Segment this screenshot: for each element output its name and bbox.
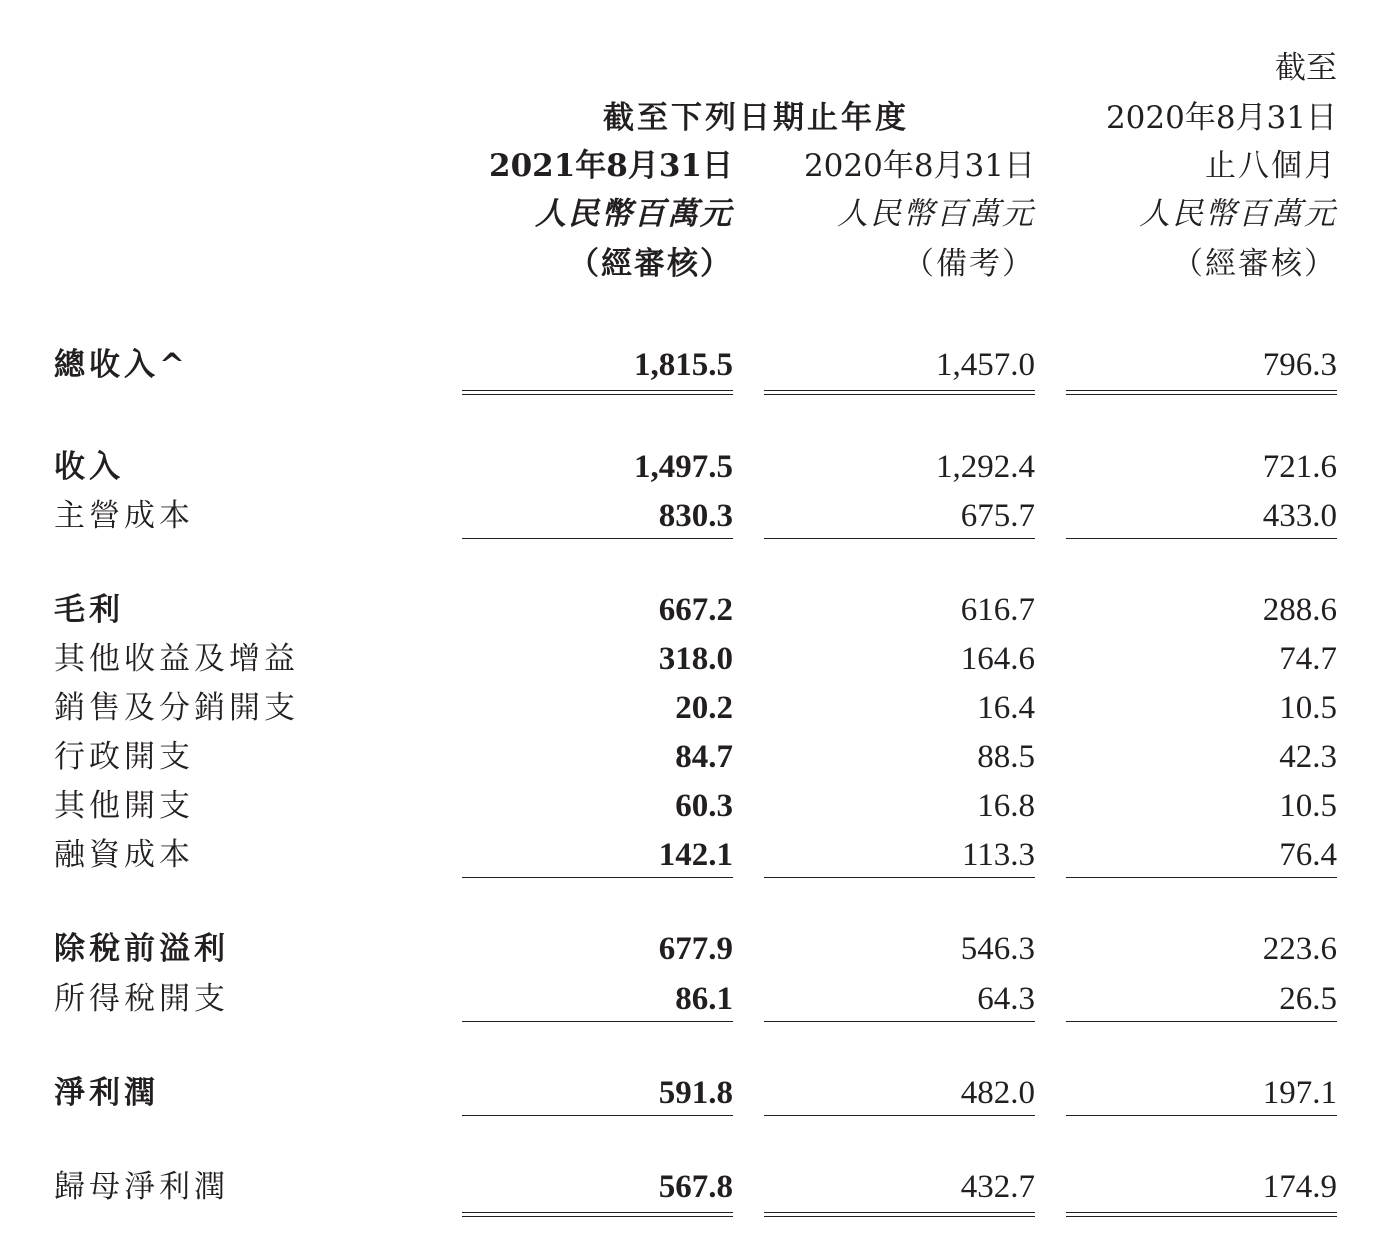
row-gross-profit-8m: 288.6 (1262, 592, 1337, 628)
col3-header-note: （經審核） (1172, 246, 1337, 282)
row-label-selling-expenses: 銷售及分銷開支 (54, 690, 299, 726)
row-label-finance-costs: 融資成本 (54, 837, 194, 873)
row-label-other-income: 其他收益及增益 (54, 641, 299, 677)
row-admin-expenses-8m: 42.3 (1279, 739, 1337, 775)
row-total-revenue-2021: 1,815.5 (634, 347, 733, 383)
row-label-income-tax: 所得稅開支 (54, 981, 229, 1017)
row-finance-costs-8m: 76.4 (1279, 837, 1337, 873)
row-revenue-2020: 1,292.4 (936, 449, 1035, 485)
row-net-profit-attributable-2021: 567.8 (658, 1169, 733, 1205)
double-rule-total-revenue-col2 (764, 390, 1035, 395)
col1-header-unit: 人民幣百萬元 (535, 196, 733, 232)
row-net-profit-attributable-2020: 432.7 (960, 1169, 1035, 1205)
col2-header-date: 2020年8月31日 (803, 148, 1035, 184)
row-finance-costs-2021: 142.1 (658, 837, 733, 873)
double-rule-total-revenue-col1 (462, 390, 733, 395)
rule-net-profit-col2 (764, 1115, 1035, 1116)
double-rule-total-revenue-col3 (1066, 390, 1337, 395)
row-income-tax-2021: 86.1 (675, 981, 733, 1017)
row-selling-expenses-2021: 20.2 (675, 690, 733, 726)
row-cost-of-sales-8m: 433.0 (1262, 498, 1337, 534)
row-label-profit-before-tax: 除稅前溢利 (54, 931, 229, 967)
row-label-cost-of-sales: 主營成本 (54, 498, 194, 534)
row-other-income-2021: 318.0 (658, 641, 733, 677)
row-other-income-8m: 74.7 (1279, 641, 1337, 677)
row-income-tax-2020: 64.3 (977, 981, 1035, 1017)
row-admin-expenses-2020: 88.5 (977, 739, 1035, 775)
row-net-profit-attributable-8m: 174.9 (1262, 1169, 1337, 1205)
col3-header-date: 2020年8月31日 (1105, 100, 1337, 136)
rule-net-profit-col1 (462, 1115, 733, 1116)
row-revenue-8m: 721.6 (1262, 449, 1337, 485)
rule-income-tax-col3 (1066, 1021, 1337, 1022)
rule-net-profit-col3 (1066, 1115, 1337, 1116)
row-cost-of-sales-2021: 830.3 (658, 498, 733, 534)
row-other-expenses-2020: 16.8 (977, 788, 1035, 824)
col2-header-note: （備考） (903, 246, 1035, 282)
row-net-profit-8m: 197.1 (1262, 1075, 1337, 1111)
col3-header-top: 截至 (1275, 50, 1337, 86)
rule-finance-costs-col1 (462, 877, 733, 878)
row-gross-profit-2020: 616.7 (960, 592, 1035, 628)
row-other-expenses-8m: 10.5 (1279, 788, 1337, 824)
row-label-gross-profit: 毛利 (54, 592, 124, 628)
group-header-title: 截至下列日期止年度 (603, 100, 909, 136)
row-gross-profit-2021: 667.2 (658, 592, 733, 628)
rule-finance-costs-col3 (1066, 877, 1337, 878)
row-admin-expenses-2021: 84.7 (675, 739, 733, 775)
rule-income-tax-col2 (764, 1021, 1035, 1022)
row-other-income-2020: 164.6 (960, 641, 1035, 677)
row-cost-of-sales-2020: 675.7 (960, 498, 1035, 534)
col1-header-date: 2021年8月31日 (489, 148, 733, 184)
double-rule-attributable-col3 (1066, 1212, 1337, 1217)
row-label-net-profit-attributable: 歸母淨利潤 (54, 1169, 229, 1205)
row-other-expenses-2021: 60.3 (675, 788, 733, 824)
rule-cost-of-sales-col1 (462, 538, 733, 539)
row-selling-expenses-8m: 10.5 (1279, 690, 1337, 726)
row-label-other-expenses: 其他開支 (54, 788, 194, 824)
row-label-net-profit: 淨利潤 (54, 1075, 159, 1111)
row-selling-expenses-2020: 16.4 (977, 690, 1035, 726)
row-total-revenue-8m: 796.3 (1262, 347, 1337, 383)
row-label-revenue: 收入 (54, 449, 124, 485)
rule-cost-of-sales-col3 (1066, 538, 1337, 539)
row-total-revenue-2020: 1,457.0 (936, 347, 1035, 383)
col3-header-unit: 人民幣百萬元 (1139, 196, 1337, 232)
row-finance-costs-2020: 113.3 (961, 837, 1035, 873)
row-income-tax-8m: 26.5 (1279, 981, 1337, 1017)
col2-header-unit: 人民幣百萬元 (837, 196, 1035, 232)
rule-cost-of-sales-col2 (764, 538, 1035, 539)
row-label-total-revenue: 總收入^ (54, 347, 189, 383)
row-label-admin-expenses: 行政開支 (54, 739, 194, 775)
rule-income-tax-col1 (462, 1021, 733, 1022)
row-profit-before-tax-2020: 546.3 (960, 931, 1035, 967)
rule-finance-costs-col2 (764, 877, 1035, 878)
row-profit-before-tax-8m: 223.6 (1262, 931, 1337, 967)
col1-header-note: （經審核） (568, 246, 733, 282)
double-rule-attributable-col1 (462, 1212, 733, 1217)
row-net-profit-2021: 591.8 (658, 1075, 733, 1111)
col3-header-period: 止八個月 (1205, 148, 1337, 184)
double-rule-attributable-col2 (764, 1212, 1035, 1217)
row-net-profit-2020: 482.0 (960, 1075, 1035, 1111)
row-profit-before-tax-2021: 677.9 (658, 931, 733, 967)
row-revenue-2021: 1,497.5 (634, 449, 733, 485)
